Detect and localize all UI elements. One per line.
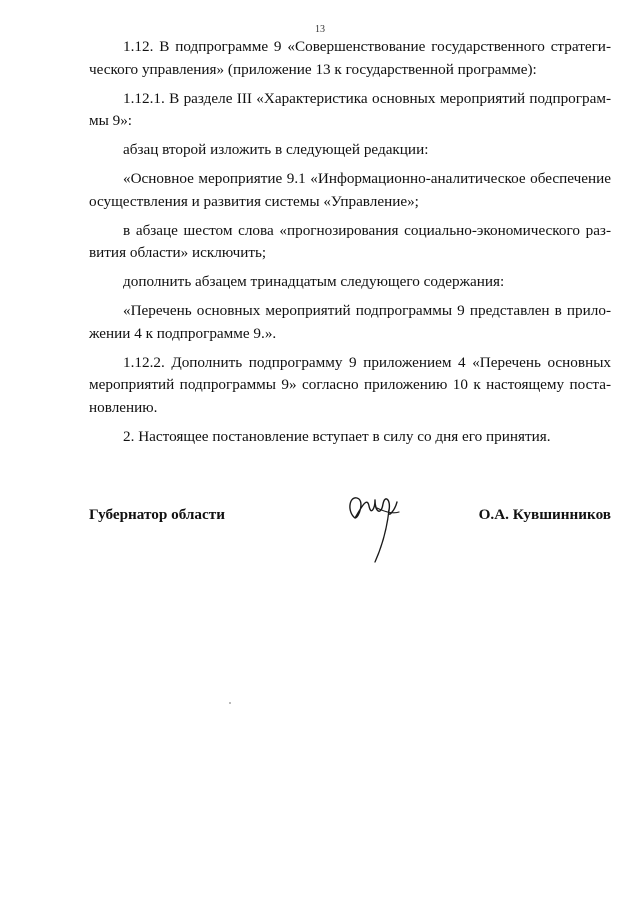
handwritten-signature-icon: [345, 488, 405, 566]
paragraph-1-12-1: 1.12.1. В разделе III «Характеристика основных мероприятий подпрограммы 9»:: [89, 89, 611, 130]
page-number: 13: [315, 24, 325, 35]
paragraph-1-12-2: 1.12.2. Дополнить подпрограмму 9 приложением 4 «Перечень основных мероприятий подпрограммы 9» согласно приложению 10 к настоящему постановлению.: [89, 353, 611, 417]
signatory-name: О.А. Кувшинников: [478, 506, 611, 523]
paragraph-list-presented: «Перечень основных мероприятий подпрограммы 9 представлен в приложении 4 к подпрограмме 9.».: [89, 301, 611, 342]
paragraph-effective-date: 2. Настоящее постановление вступает в силу со дня его принятия.: [123, 427, 551, 445]
paragraph-main-measure: «Основное мероприятие 9.1 «Информационно-аналитическое обеспечение осуществления и развития системы «Управление»;: [89, 169, 611, 210]
scan-speck: [229, 702, 231, 704]
paragraph-1-12: 1.12. В подпрограмме 9 «Совершенствование государственного стратегического управления» (приложение 13 к государственной программе):: [89, 38, 611, 78]
signatory-title: Губернатор области: [89, 506, 225, 523]
paragraph-sixth-abzac: в абзаце шестом слова «прогнозирования социально-экономического развития области» исключить;: [89, 221, 611, 262]
paragraph-add-thirteenth: дополнить абзацем тринадцатым следующего содержания:: [123, 273, 505, 291]
document-body: [89, 36, 611, 455]
paragraph-second-abzac: абзац второй изложить в следующей редакции:: [123, 141, 429, 159]
signature-block: [89, 498, 611, 578]
